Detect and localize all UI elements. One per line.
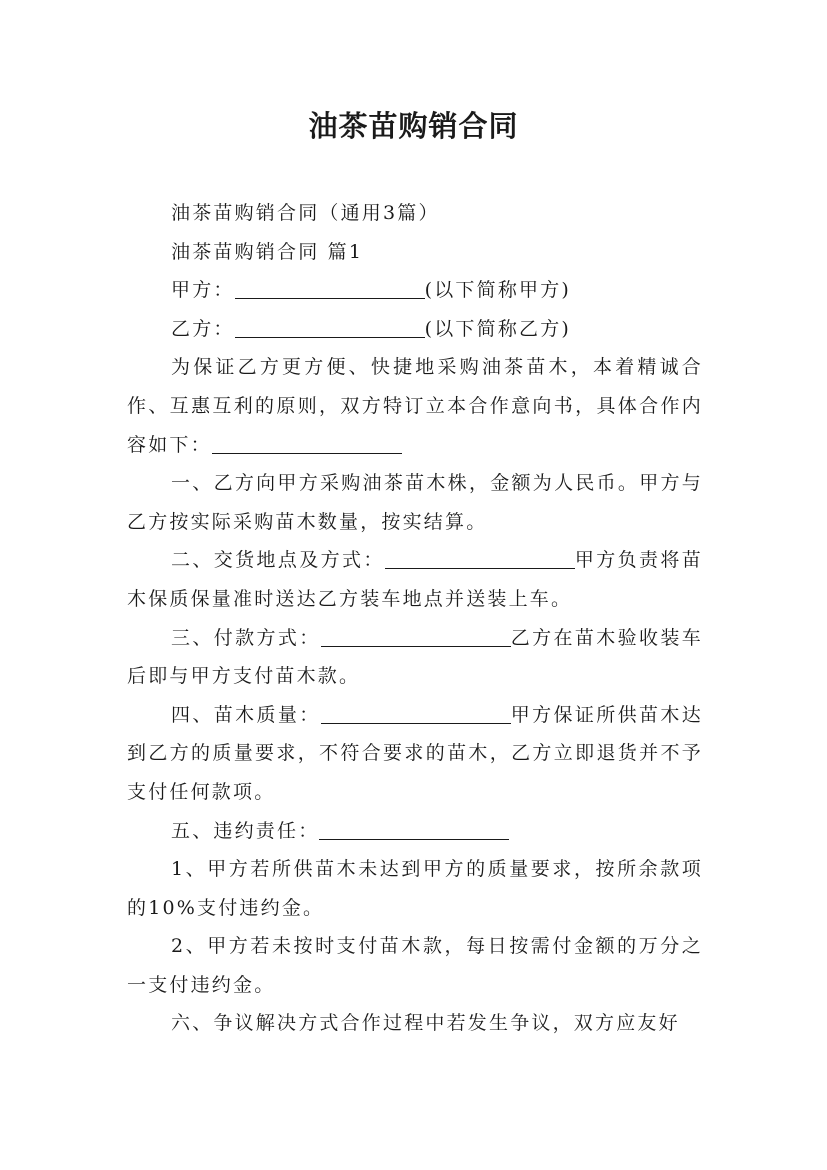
- clause-4: [127, 696, 703, 812]
- document-title: 油茶苗购销合同: [308, 109, 519, 143]
- clause-1: 一、乙方向甲方采购油茶苗木株，金额为人民币。甲方与乙方按实际采购苗木数量，按实结算。: [127, 472, 703, 533]
- party-b-suffix: (以下简称乙方): [424, 317, 572, 340]
- clause-4-blank: [321, 701, 511, 724]
- item-2: 2、甲方若未按时支付苗木款，每日按需付金额的万分之一支付违约金。: [127, 935, 703, 996]
- intro-paragraph: [127, 348, 703, 464]
- intro-blank: [212, 431, 402, 454]
- clause-3-text: 乙方在苗木验收装车后即与甲方支付苗木款。: [127, 626, 703, 688]
- party-b-blank: [235, 315, 425, 338]
- clause-3-blank: [321, 624, 511, 647]
- party-a-suffix: (以下简称甲方): [424, 279, 572, 302]
- intro-text: 为保证乙方更方便、快捷地采购油茶苗木，本着精诚合作、互惠互利的原则，双方特订立本合作意向书，具体合作内容如下：: [127, 356, 703, 456]
- clause-2: [127, 541, 703, 618]
- document-body: [127, 194, 703, 1043]
- party-b-line: [127, 310, 703, 349]
- party-a-label: 甲方：: [171, 279, 235, 302]
- clause-2-text: 甲方负责将苗木保质保量准时送达乙方装车地点并送装上车。: [127, 549, 703, 610]
- clause-3-label: 三、付款方式：: [171, 626, 321, 649]
- clause-6: 六、争议解决方式合作过程中若发生争议，双方应友好: [171, 1012, 680, 1035]
- party-a-blank: [235, 276, 425, 299]
- clause-2-label: 二、交货地点及方式：: [171, 549, 385, 572]
- clause-4-text: 甲方保证所供苗木达到乙方的质量要求，不符合要求的苗木，乙方立即退货并不予支付任何款项。: [127, 703, 703, 803]
- clause-4-label: 四、苗木质量：: [171, 703, 321, 726]
- party-a-line: [127, 271, 703, 310]
- subtitle: 油茶苗购销合同（通用3篇）: [171, 202, 440, 224]
- section-heading: 油茶苗购销合同 篇1: [171, 240, 364, 263]
- clause-5: [127, 812, 703, 851]
- clause-5-label: 五、违约责任：: [171, 819, 320, 842]
- clause-5-blank: [319, 817, 509, 840]
- clause-2-blank: [385, 546, 575, 569]
- party-b-label: 乙方：: [171, 317, 235, 340]
- clause-3: [127, 619, 703, 696]
- item-1: 1、甲方若所供苗木未达到甲方的质量要求，按所余款项的10%支付违约金。: [127, 858, 703, 919]
